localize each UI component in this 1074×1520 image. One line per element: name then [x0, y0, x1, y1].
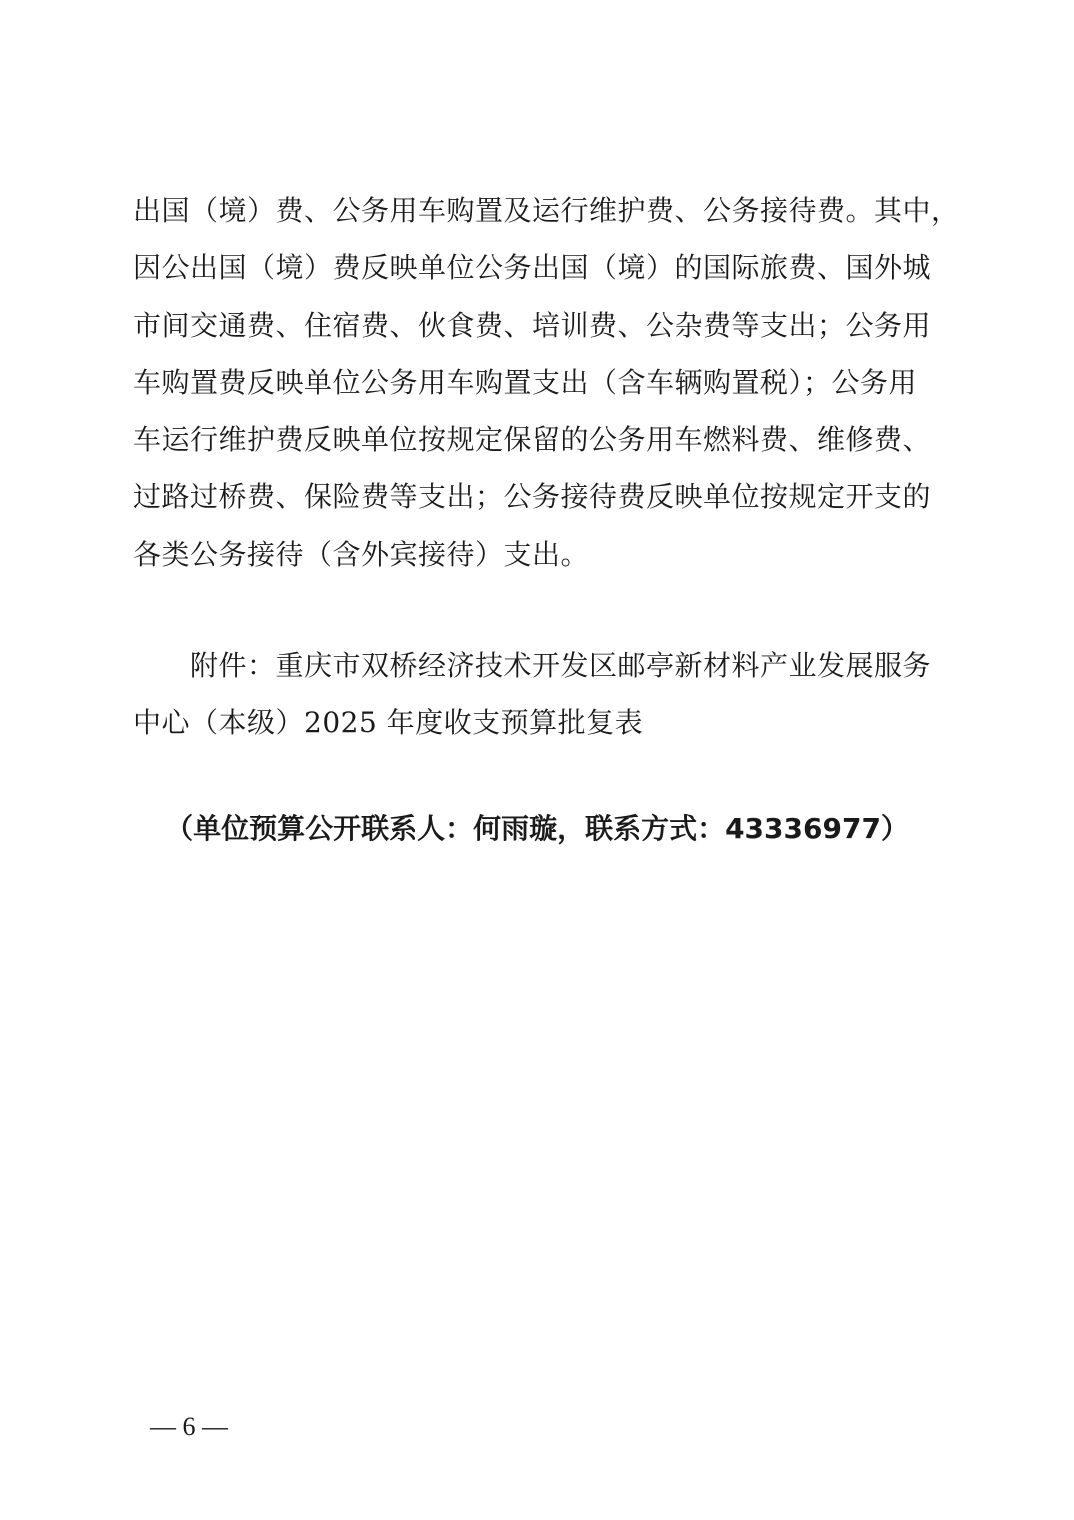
body-line: 车运行维护费反映单位按规定保留的公务用车燃料费、维修费、	[133, 423, 932, 457]
attachment-line: 附件：重庆市双桥经济技术开发区邮亭新材料产业发展服务	[190, 649, 932, 682]
page-number: — 6 —	[150, 1412, 228, 1441]
body-line: 因公出国（境）费反映单位公务出国（境）的国际旅费、国外城	[133, 251, 932, 285]
body-line: 各类公务接待（含外宾接待）支出。	[133, 537, 590, 571]
body-line: 出国（境）费、公务用车购置及运行维护费、公务接待费。其中，	[133, 194, 960, 227]
attachment-line: 中心（本级）2025 年度收支预算批复表	[133, 706, 644, 740]
attachment-note	[133, 637, 945, 752]
contact-line: （单位预算公开联系人：何雨璇，联系方式：43336977）	[165, 812, 909, 845]
body-paragraph	[133, 182, 960, 583]
body-line: 过路过桥费、保险费等支出；公务接待费反映单位按规定开支的	[133, 480, 932, 514]
body-line: 市间交通费、住宿费、伙食费、培训费、公杂费等支出；公务用	[133, 308, 932, 342]
body-line: 车购置费反映单位公务用车购置支出（含车辆购置税）；公务用	[133, 365, 918, 399]
